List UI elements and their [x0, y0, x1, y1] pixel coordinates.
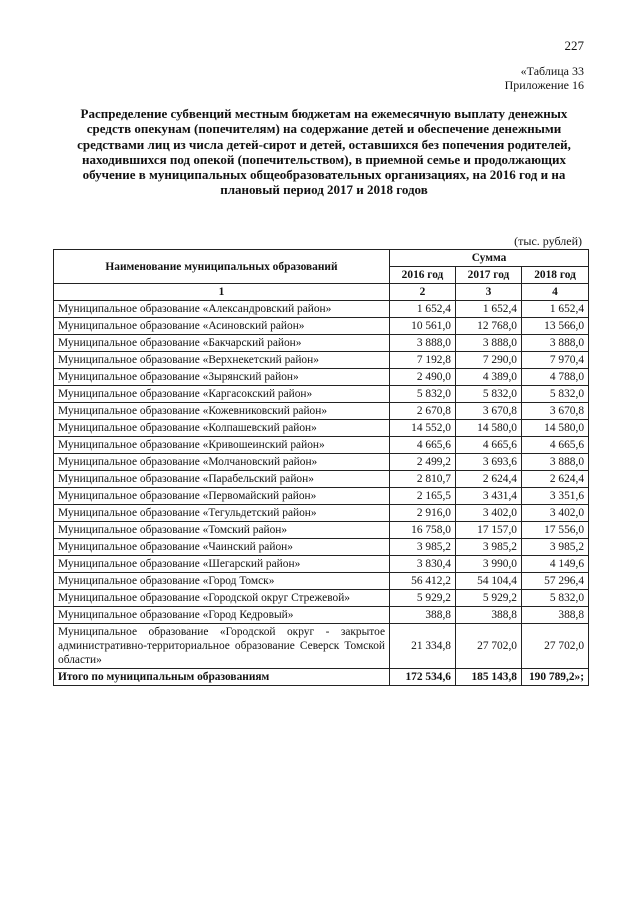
value-2016: 1 652,4 — [390, 301, 456, 318]
value-2017: 4 389,0 — [456, 369, 522, 386]
table-row — [54, 471, 589, 488]
municipality-name: Муниципальное образование «Зырянский район» — [54, 369, 390, 386]
table-row — [54, 318, 589, 335]
value-2016: 3 830,4 — [390, 556, 456, 573]
value-2016: 4 665,6 — [390, 437, 456, 454]
value-2016: 5 832,0 — [390, 386, 456, 403]
municipality-name: Муниципальное образование «Кожевниковский район» — [54, 403, 390, 420]
table-body — [54, 284, 589, 669]
municipality-name: Муниципальное образование «Город Кедровый» — [54, 607, 390, 624]
value-2017: 3 693,6 — [456, 454, 522, 471]
municipality-name: Муниципальное образование «Бакчарский район» — [54, 335, 390, 352]
value-2017: 3 670,8 — [456, 403, 522, 420]
value-2018: 5 832,0 — [522, 386, 589, 403]
table-ref-line1: «Таблица 33 — [520, 64, 584, 78]
municipality-name: Муниципальное образование «Шегарский район» — [54, 556, 390, 573]
table-row — [54, 437, 589, 454]
value-2018: 3 888,0 — [522, 454, 589, 471]
value-2017: 3 402,0 — [456, 505, 522, 522]
value-2018: 27 702,0 — [522, 624, 589, 669]
table-row — [54, 403, 589, 420]
value-2018: 3 402,0 — [522, 505, 589, 522]
header-year-2018: 2018 год — [522, 267, 589, 284]
value-2016: 56 412,2 — [390, 573, 456, 590]
value-2016: 21 334,8 — [390, 624, 456, 669]
value-2018: 4 665,6 — [522, 437, 589, 454]
value-2016: 2 165,5 — [390, 488, 456, 505]
document-title: Распределение субвенций местным бюджетам на ежемесячную выплату денежных средств опекунам (попечителям) на содержание детей и обеспечение денежными средствами лиц из числа детей-сирот и детей, оставшихся без попечения родителей, находившихся под опекой (попечительством), в приемной семье и продолжающих обучение в муниципальных общеобразовательных организациях, на 2016 год и на плановый период 2017 и 2018 годов — [77, 106, 571, 198]
value-2016: 10 561,0 — [390, 318, 456, 335]
value-2018: 4 788,0 — [522, 369, 589, 386]
value-2017: 14 580,0 — [456, 420, 522, 437]
municipality-name: Муниципальное образование «Кривошеинский район» — [54, 437, 390, 454]
column-number: 1 — [54, 284, 390, 301]
table-row — [54, 386, 589, 403]
value-2017: 388,8 — [456, 607, 522, 624]
value-2017: 2 624,4 — [456, 471, 522, 488]
value-2017: 12 768,0 — [456, 318, 522, 335]
table-row — [54, 624, 589, 669]
value-2018: 3 670,8 — [522, 403, 589, 420]
value-2017: 3 990,0 — [456, 556, 522, 573]
value-2016: 5 929,2 — [390, 590, 456, 607]
value-2017: 27 702,0 — [456, 624, 522, 669]
value-2016: 7 192,8 — [390, 352, 456, 369]
value-2018: 388,8 — [522, 607, 589, 624]
value-2018: 1 652,4 — [522, 301, 589, 318]
table-row — [54, 488, 589, 505]
value-2017: 1 652,4 — [456, 301, 522, 318]
municipality-name: Муниципальное образование «Колпашевский район» — [54, 420, 390, 437]
total-2016: 172 534,6 — [390, 669, 456, 686]
value-2017: 54 104,4 — [456, 573, 522, 590]
table-row — [54, 590, 589, 607]
value-2018: 2 624,4 — [522, 471, 589, 488]
municipality-name: Муниципальное образование «Чаинский район» — [54, 539, 390, 556]
value-2018: 4 149,6 — [522, 556, 589, 573]
value-2016: 2 810,7 — [390, 471, 456, 488]
table-row — [54, 505, 589, 522]
header-year-2016: 2016 год — [390, 267, 456, 284]
table-row — [54, 539, 589, 556]
value-2016: 14 552,0 — [390, 420, 456, 437]
municipality-name: Муниципальное образование «Александровский район» — [54, 301, 390, 318]
table-row — [54, 420, 589, 437]
municipality-name: Муниципальное образование «Каргасокский район» — [54, 386, 390, 403]
header-row — [54, 250, 589, 267]
value-2016: 2 490,0 — [390, 369, 456, 386]
value-2018: 13 566,0 — [522, 318, 589, 335]
value-2018: 57 296,4 — [522, 573, 589, 590]
value-2018: 17 556,0 — [522, 522, 589, 539]
value-2017: 4 665,6 — [456, 437, 522, 454]
total-2018: 190 789,2»; — [522, 669, 589, 686]
column-number: 2 — [390, 284, 456, 301]
value-2017: 3 985,2 — [456, 539, 522, 556]
value-2017: 17 157,0 — [456, 522, 522, 539]
value-2018: 3 985,2 — [522, 539, 589, 556]
municipality-name: Муниципальное образование «Парабельский район» — [54, 471, 390, 488]
column-number: 3 — [456, 284, 522, 301]
table-row — [54, 556, 589, 573]
table-row — [54, 522, 589, 539]
subsidy-table — [53, 249, 589, 686]
table-row — [54, 352, 589, 369]
value-2017: 7 290,0 — [456, 352, 522, 369]
value-2018: 14 580,0 — [522, 420, 589, 437]
table-row — [54, 335, 589, 352]
total-row — [54, 669, 589, 686]
value-2016: 3 888,0 — [390, 335, 456, 352]
column-number-row — [54, 284, 589, 301]
table-row — [54, 301, 589, 318]
value-2016: 2 916,0 — [390, 505, 456, 522]
value-2016: 388,8 — [390, 607, 456, 624]
header-sum: Сумма — [390, 250, 589, 267]
value-2017: 5 832,0 — [456, 386, 522, 403]
page-number: 227 — [564, 38, 584, 53]
table-row — [54, 369, 589, 386]
table-ref-line2: Приложение 16 — [504, 78, 584, 92]
municipality-name: Муниципальное образование «Городской округ Стрежевой» — [54, 590, 390, 607]
municipality-name: Муниципальное образование «Тегульдетский район» — [54, 505, 390, 522]
municipality-name: Муниципальное образование «Городской округ - закрытое административно-территориальное образование Северск Томской области» — [54, 624, 390, 669]
table-row — [54, 454, 589, 471]
header-name: Наименование муниципальных образований — [54, 250, 390, 284]
value-2018: 7 970,4 — [522, 352, 589, 369]
value-2018: 3 351,6 — [522, 488, 589, 505]
unit-label: (тыс. рублей) — [514, 234, 582, 248]
municipality-name: Муниципальное образование «Асиновский район» — [54, 318, 390, 335]
value-2016: 2 670,8 — [390, 403, 456, 420]
header-year-2017: 2017 год — [456, 267, 522, 284]
municipality-name: Муниципальное образование «Молчановский район» — [54, 454, 390, 471]
column-number: 4 — [522, 284, 589, 301]
municipality-name: Муниципальное образование «Томский район» — [54, 522, 390, 539]
value-2017: 3 888,0 — [456, 335, 522, 352]
value-2018: 3 888,0 — [522, 335, 589, 352]
municipality-name: Муниципальное образование «Первомайский район» — [54, 488, 390, 505]
table-reference — [505, 64, 584, 92]
value-2017: 5 929,2 — [456, 590, 522, 607]
value-2016: 2 499,2 — [390, 454, 456, 471]
table-row — [54, 573, 589, 590]
total-2017: 185 143,8 — [456, 669, 522, 686]
value-2017: 3 431,4 — [456, 488, 522, 505]
municipality-name: Муниципальное образование «Верхнекетский район» — [54, 352, 390, 369]
total-label: Итого по муниципальным образованиям — [54, 669, 390, 686]
municipality-name: Муниципальное образование «Город Томск» — [54, 573, 390, 590]
value-2018: 5 832,0 — [522, 590, 589, 607]
table-row — [54, 607, 589, 624]
value-2016: 3 985,2 — [390, 539, 456, 556]
value-2016: 16 758,0 — [390, 522, 456, 539]
